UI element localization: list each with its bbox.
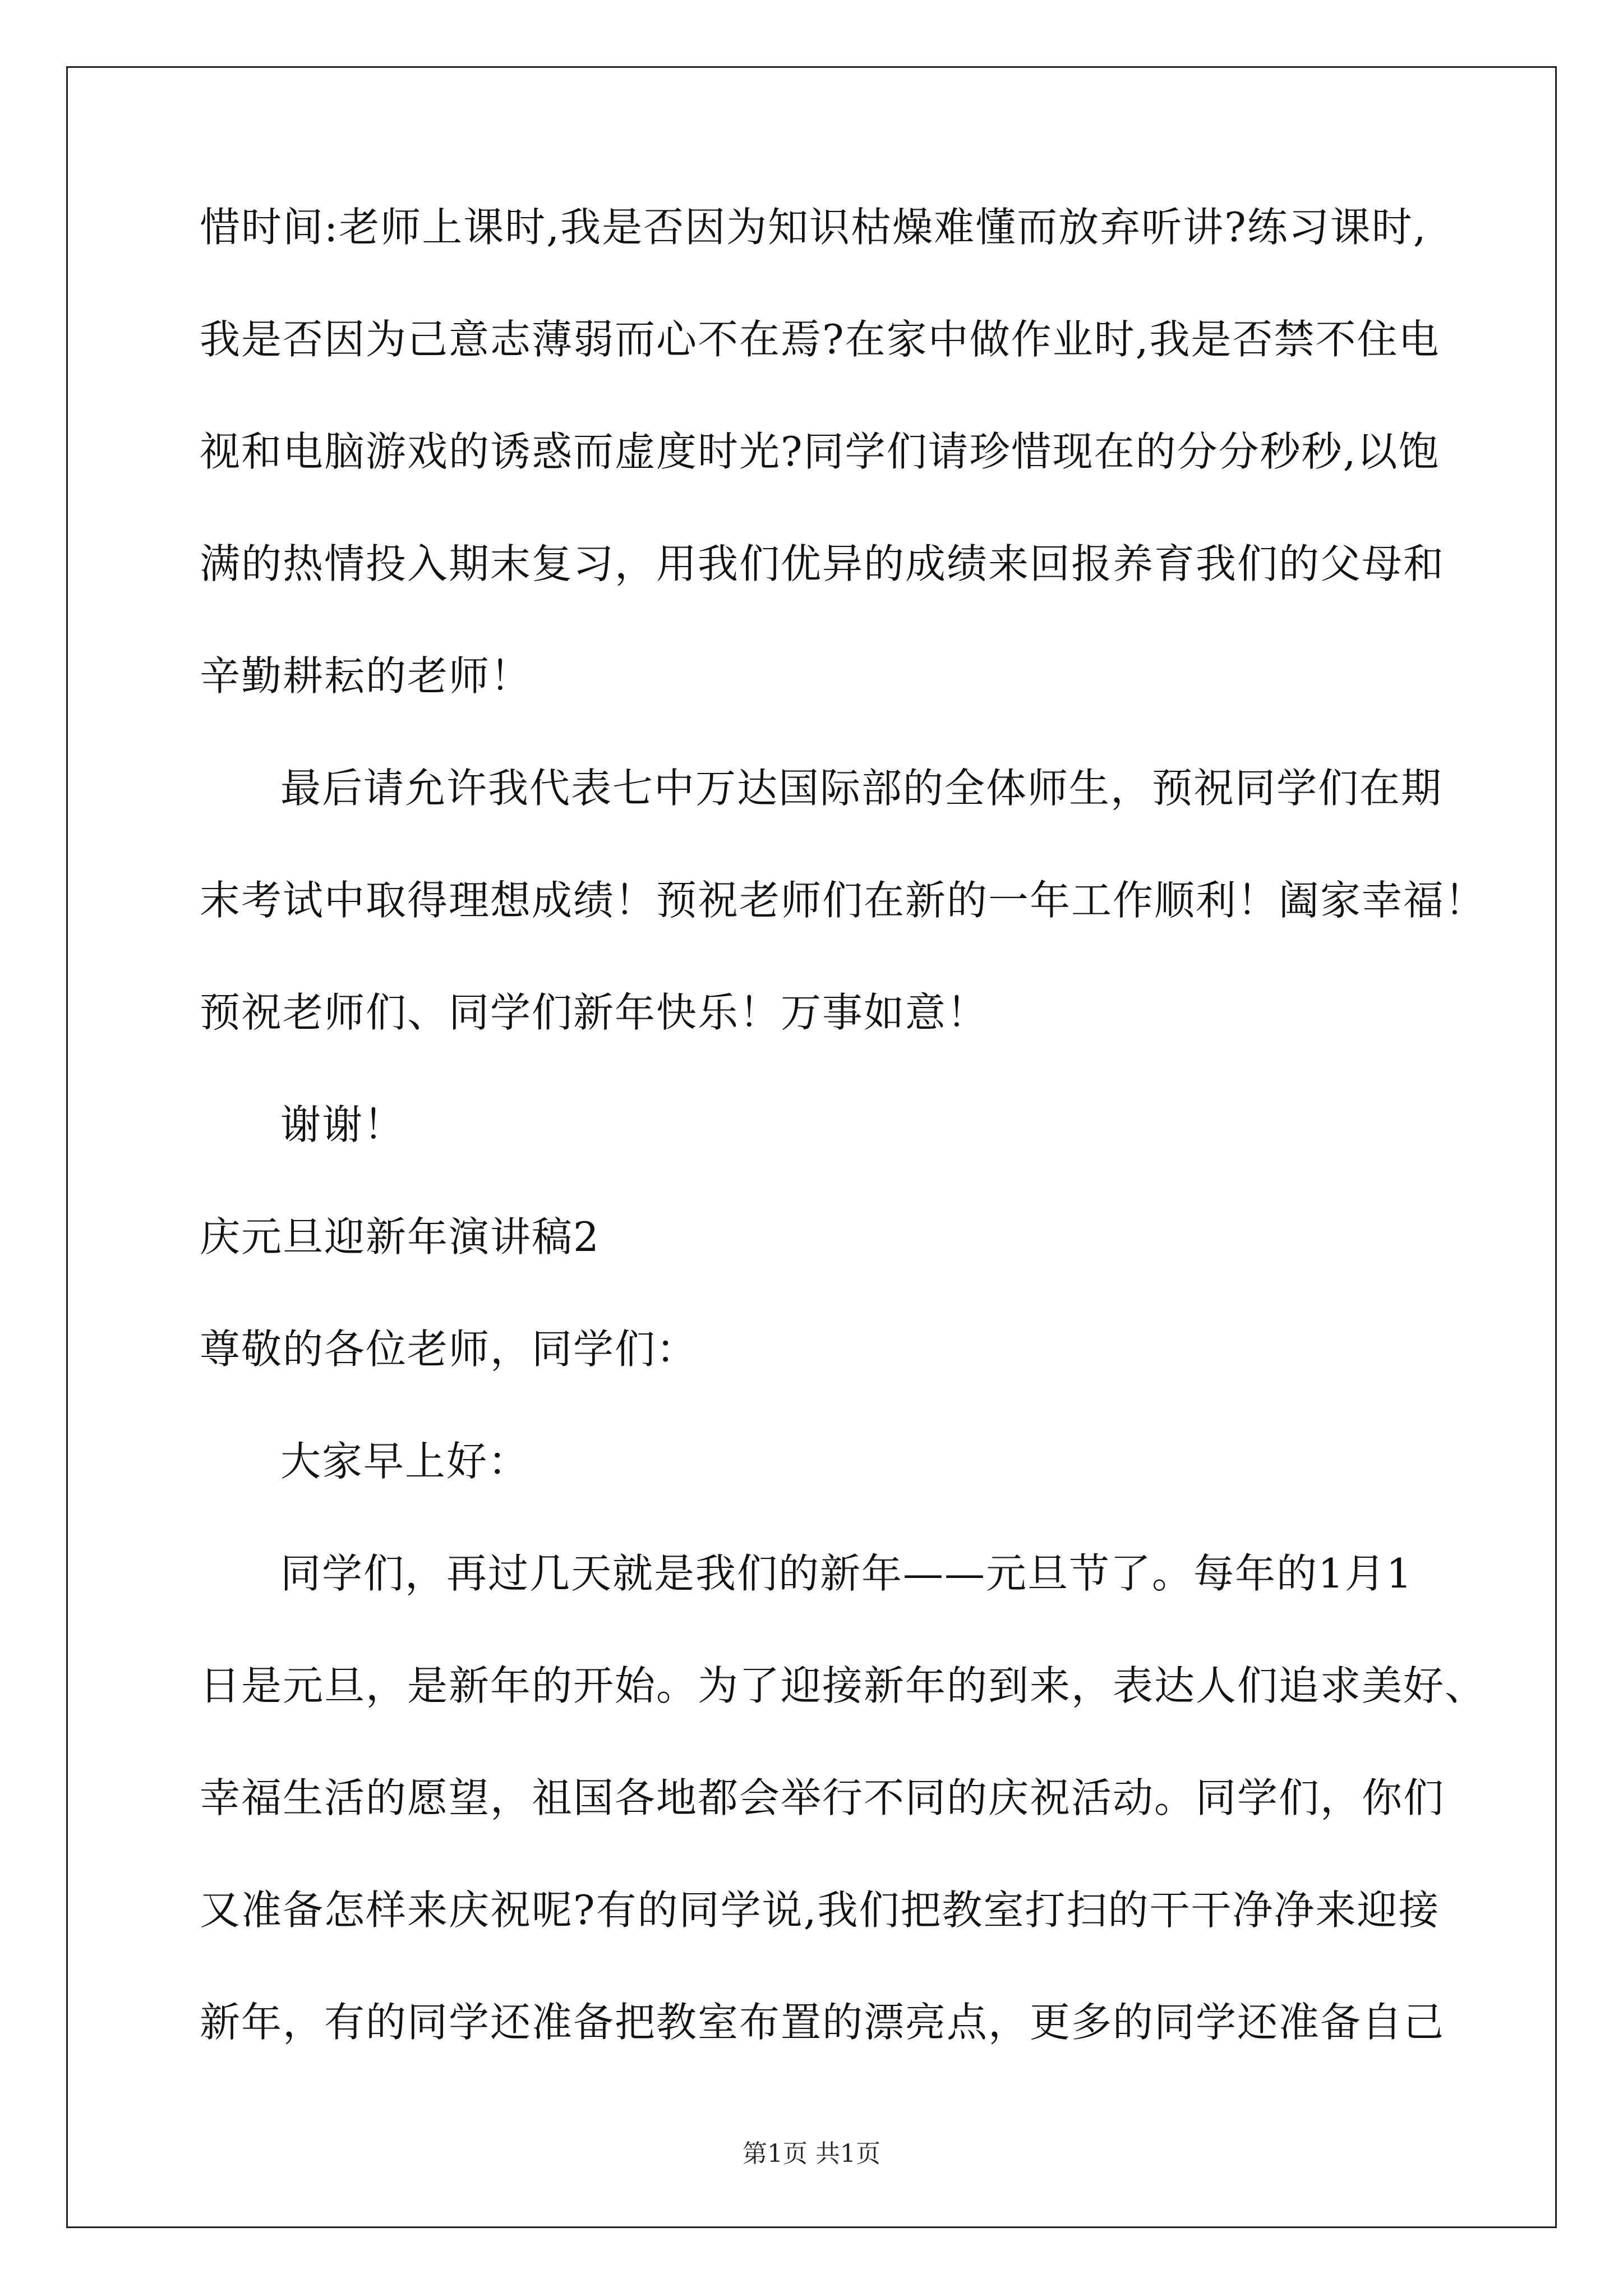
text-line: 预祝老师们、同学们新年快乐！万事如意！ — [200, 989, 989, 1036]
text-line: 谢谢！ — [280, 1101, 405, 1148]
greeting: 大家早上好： — [280, 1438, 530, 1485]
text-line: 同学们，再过几天就是我们的新年——元旦节了。每年的1月1 — [280, 1550, 1413, 1597]
text-line: 日是元旦，是新年的开始。为了迎接新年的到来，表达人们追求美好、 — [200, 1662, 1487, 1709]
text-line: 幸福生活的愿望，祖国各地都会举行不同的庆祝活动。同学们，你们 — [200, 1774, 1445, 1821]
text-line: 满的热情投入期末复习，用我们优异的成绩来回报养育我们的父母和 — [200, 540, 1445, 587]
salutation: 尊敬的各位老师，同学们： — [200, 1326, 698, 1373]
text-line: 视和电脑游戏的诱惑而虚度时光?同学们请珍惜现在的分分秒秒,以饱 — [200, 428, 1440, 475]
text-line: 惜时间:老师上课时,我是否因为知识枯燥难懂而放弃听讲?练习课时, — [200, 204, 1427, 251]
text-line: 我是否因为己意志薄弱而心不在焉?在家中做作业时,我是否禁不住电 — [200, 316, 1440, 363]
text-line: 辛勤耕耘的老师！ — [200, 652, 532, 700]
text-line: 新年，有的同学还准备把教室布置的漂亮点，更多的同学还准备自己 — [200, 1999, 1445, 2046]
text-line: 末考试中取得理想成绩！预祝老师们在新的一年工作顺利！阖家幸福！ — [200, 877, 1487, 924]
page-footer: 第1页 共1页 — [743, 2139, 880, 2168]
text-line: 又准备怎样来庆祝呢?有的同学说,我们把教室打扫的干干净净来迎接 — [200, 1887, 1440, 1934]
section-heading: 庆元旦迎新年演讲稿2 — [200, 1213, 600, 1260]
text-line: 最后请允许我代表七中万达国际部的全体师生，预祝同学们在期 — [280, 765, 1443, 812]
